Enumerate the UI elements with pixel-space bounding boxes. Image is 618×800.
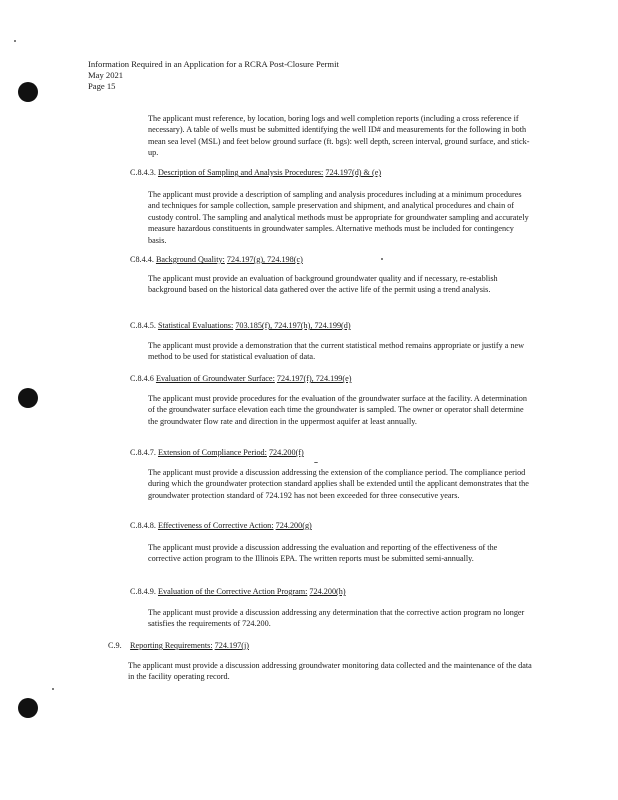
section-title: Effectiveness of Corrective Action: — [157, 521, 274, 530]
heading-c846 — [130, 373, 351, 384]
heading-c848 — [130, 520, 312, 531]
section-reference: 724.197(f), 724.199(e) — [276, 374, 352, 383]
punch-hole-top — [18, 82, 38, 102]
section-number: C.8.4.8. — [130, 521, 156, 530]
section-reference: 703.185(f), 724.197(h), 724.199(d) — [235, 321, 351, 330]
paragraph-c843: The applicant must provide a description of sampling and analysis procedures including at a minimum procedures and techniques for sample collection, sample preservation and shipment, and analytical procedures and chain of custody control. The sampling and analytical methods must be appropriate for groundwater sampling and accurately measure hazardous constituents in groundwater samples. Alternative methods must be included for contingency basis. — [148, 190, 529, 245]
paragraph-c847: The applicant must provide a discussion addressing the extension of the compliance period. The compliance period during which the groundwater protection standard applies shall be extended until the applicant demonstrates that the groundwater protection standard of 724.192 has not been exceeded for three consecutive years. — [148, 468, 529, 500]
section-title: Reporting Requirements: — [130, 641, 213, 650]
section-reference: 724.197(g), 724.198(c) — [226, 255, 303, 264]
heading-c849 — [130, 586, 346, 597]
scan-speck — [314, 462, 318, 463]
scan-speck — [14, 40, 16, 42]
paragraph-c845: The applicant must provide a demonstration that the current statistical method remains appropriate or justify a new method to be used for statistical evaluation of data. — [148, 341, 525, 362]
header-title: Information Required in an Application for a RCRA Post-Closure Permit — [88, 59, 339, 69]
paragraph-c849: The applicant must provide a discussion addressing any determination that the corrective action program no longer satisfies the requirements of 724.200. — [148, 608, 525, 629]
section-reference: 724.200(f) — [268, 448, 304, 457]
section-number: C.8.4.6 — [130, 374, 154, 383]
paragraph-c846: The applicant must provide procedures for the evaluation of the groundwater surface at the facility. A determination of the groundwater surface elevation each time the groundwater is sampled. The owner or operator shall determine the groundwater flow rate and direction in the uppermost aquifer at least annually. — [148, 394, 527, 426]
section-number: C.9. — [108, 641, 122, 650]
heading-c844 — [130, 254, 303, 265]
header-page-number: Page 15 — [88, 81, 116, 91]
scan-speck — [52, 688, 54, 690]
section-reference: 724.200(h) — [309, 587, 346, 596]
heading-c9 — [108, 640, 249, 651]
section-title: Evaluation of Groundwater Surface: — [155, 374, 275, 383]
heading-c843 — [130, 167, 381, 178]
section-title: Background Quality: — [155, 255, 225, 264]
paragraph-c844: The applicant must provide an evaluation of background groundwater quality and if necessary, re-establish background based on the historical data gathered over the active life of the permit using a trend analysis. — [148, 274, 498, 295]
section-title: Description of Sampling and Analysis Procedures: — [157, 168, 324, 177]
scan-speck — [381, 258, 383, 260]
section-reference: 724.200(g) — [275, 521, 312, 530]
paragraph-c9: The applicant must provide a discussion addressing groundwater monitoring data collected and the maintenance of the data in the facility operating record. — [128, 661, 532, 682]
header-date: May 2021 — [88, 70, 124, 80]
section-number: C.8.4.7. — [130, 448, 156, 457]
heading-c845 — [130, 320, 351, 331]
section-title: Statistical Evaluations: — [157, 321, 234, 330]
section-number: C.8.4.5. — [130, 321, 156, 330]
section-reference: 724.197(j) — [214, 641, 249, 650]
section-number: C8.4.4. — [130, 255, 154, 264]
punch-hole-middle — [18, 388, 38, 408]
paragraph-c848: The applicant must provide a discussion addressing the evaluation and reporting of the effectiveness of the corrective action program to the Illinois EPA. The written reports must be submitted semi-annually. — [148, 543, 498, 564]
section-title: Evaluation of the Corrective Action Program: — [157, 587, 308, 596]
section-title: Extension of Compliance Period: — [157, 448, 267, 457]
punch-hole-bottom — [18, 698, 38, 718]
heading-c847 — [130, 447, 304, 458]
section-number: C.8.4.3. — [130, 168, 156, 177]
section-number: C.8.4.9. — [130, 587, 156, 596]
section-reference: 724.197(d) & (e) — [325, 168, 382, 177]
intro-paragraph: The applicant must reference, by location, boring logs and well completion reports (including a cross reference if necessary). A table of wells must be submitted identifying the well ID# and measurements for the following in both mean sea level (MSL) and feet below ground surface (ft. bgs): well depth, screen interval, ground surface, and stick-up. — [148, 114, 530, 158]
page-header — [88, 59, 339, 92]
